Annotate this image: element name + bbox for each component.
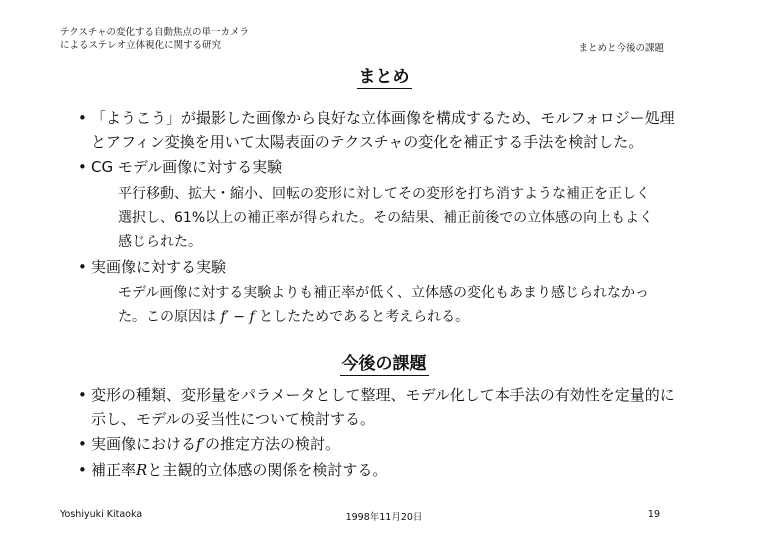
footer-page-number: 19 [647, 509, 660, 520]
bullet-dot: • [78, 386, 87, 404]
bullet-dot: • [78, 258, 87, 276]
math-r: R [136, 461, 148, 479]
future-bullet-2 [78, 432, 678, 456]
header-title [60, 26, 249, 52]
summary-bullet-3 [78, 255, 678, 279]
future-bullet-3 [78, 458, 678, 482]
summary-bullet-2-detail: 平行移動、拡大・縮小、回転の変形に対してその変形を打ち消すような補正を正しく選択し、61%以上の補正率が得られた。その結果、補正前後での立体感の向上もよく感じられた。 [118, 186, 654, 250]
summary-heading [0, 62, 768, 89]
future-bullet-2-after: の推定方法の検討。 [204, 435, 340, 453]
math-operator: − [233, 309, 246, 325]
future-heading [0, 349, 768, 376]
bullet-dot: • [78, 158, 87, 176]
bullet-dot: • [78, 435, 87, 453]
bullet-dot: • [78, 461, 87, 479]
summary-title: まとめ [357, 62, 412, 89]
footer-date: 1998年11月20日 [345, 512, 423, 523]
summary-bullet-3-detail [118, 281, 663, 329]
header-title-line1: テクスチャの変化する自動焦点の単一カメラ [60, 27, 250, 38]
math-f: f [249, 309, 255, 325]
future-bullet-3-text [78, 458, 678, 482]
summary-bullet-2 [78, 155, 678, 179]
future-bullet-2-text [78, 432, 678, 456]
bullet-dot: • [78, 109, 87, 127]
detail-text-before: モデル画像に対する実験よりも補正率が低く、立体感の変化もあまり感じられなかった。この原因は [118, 285, 650, 325]
summary-bullet-1 [78, 106, 678, 154]
future-title: 今後の課題 [340, 349, 429, 376]
future-bullet-1 [78, 383, 678, 431]
header-section: まとめと今後の課題 [578, 43, 664, 54]
summary-bullet-2-text: CG モデル画像に対する実験 [91, 158, 283, 176]
future-bullet-3-after: と主観的立体感の関係を検討する。 [147, 461, 388, 479]
summary-bullet-3-text: 実画像に対する実験 [91, 258, 227, 276]
header-title-line2: によるステレオ立体視化に関する研究 [60, 40, 222, 51]
footer-author: Yoshiyuki Kitaoka [60, 509, 143, 520]
future-bullet-2-before: 実画像における [91, 435, 197, 453]
math-f-prime: f′ [196, 435, 205, 453]
future-bullet-3-before: 補正率 [91, 461, 137, 479]
detail-text-after: としたためであると考えられる。 [259, 309, 470, 325]
summary-bullet-1-text: 「ようこう」が撮影した画像から良好な立体画像を構成するため、モルフォロジー処理とアフィン変換を用いて太陽表面のテクスチャの変化を補正する手法を検討した。 [91, 109, 675, 151]
math-f-prime: f′ [220, 309, 229, 325]
future-bullet-1-text: 変形の種類、変形量をパラメータとして整理、モデル化して本手法の有効性を定量的に示し、モデルの妥当性について検討する。 [91, 386, 675, 428]
